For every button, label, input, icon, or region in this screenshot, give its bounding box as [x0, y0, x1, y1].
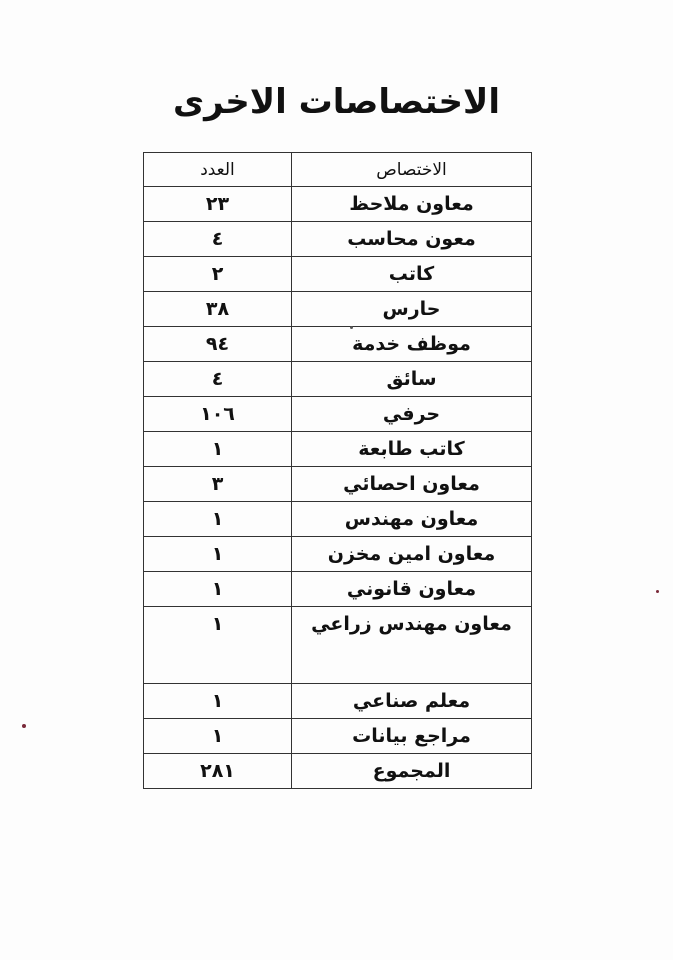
table-row — [144, 222, 532, 257]
ink-speck — [656, 590, 659, 593]
row-count: ١ — [144, 537, 292, 572]
row-count: ٤ — [144, 362, 292, 397]
row-count: ٣٨ — [144, 292, 292, 327]
total-label: المجموع — [292, 754, 532, 789]
row-count: ١ — [144, 719, 292, 754]
table-row — [144, 537, 532, 572]
table-row — [144, 292, 532, 327]
table-header-row — [144, 153, 532, 187]
row-count: ١ — [144, 502, 292, 537]
row-count: ١٠٦ — [144, 397, 292, 432]
table-row — [144, 397, 532, 432]
total-row — [144, 754, 532, 789]
row-specialty: حارس — [292, 292, 532, 327]
table-row — [144, 719, 532, 754]
row-specialty: معلم صناعي — [292, 684, 532, 719]
row-specialty: معاون احصائي — [292, 467, 532, 502]
row-specialty: موظف خدمة — [292, 327, 532, 362]
table-row — [144, 502, 532, 537]
table-row — [144, 327, 532, 362]
table-row — [144, 187, 532, 222]
row-specialty: معاون مهندس — [292, 502, 532, 537]
row-specialty: معاون قانوني — [292, 572, 532, 607]
header-count: العدد — [144, 153, 292, 187]
specialties-table — [143, 152, 532, 789]
row-specialty: مراجع بيانات — [292, 719, 532, 754]
row-specialty: معاون امين مخزن — [292, 537, 532, 572]
ink-speck — [22, 724, 26, 728]
row-count: ٢ — [144, 257, 292, 292]
row-count: ١ — [144, 572, 292, 607]
table-row — [144, 684, 532, 719]
table-row — [144, 467, 532, 502]
row-specialty: حرفي — [292, 397, 532, 432]
header-specialty: الاختصاص — [292, 153, 532, 187]
row-specialty: معون محاسب — [292, 222, 532, 257]
ink-speck — [350, 326, 353, 329]
table-row — [144, 362, 532, 397]
row-specialty: كاتب — [292, 257, 532, 292]
row-count: ١ — [144, 607, 292, 684]
row-specialty: كاتب طابعة — [292, 432, 532, 467]
row-specialty: معاون مهندس زراعي — [292, 607, 532, 684]
table-row — [144, 432, 532, 467]
row-specialty: معاون ملاحظ — [292, 187, 532, 222]
table-row — [144, 607, 532, 684]
page-title: الاختصاصات الاخرى — [172, 82, 501, 122]
row-specialty: سائق — [292, 362, 532, 397]
row-count: ٤ — [144, 222, 292, 257]
row-count: ١ — [144, 432, 292, 467]
row-count: ٢٣ — [144, 187, 292, 222]
table-row — [144, 572, 532, 607]
row-count: ١ — [144, 684, 292, 719]
table-row — [144, 257, 532, 292]
row-count: ٣ — [144, 467, 292, 502]
total-count: ٢٨١ — [144, 754, 292, 789]
row-count: ٩٤ — [144, 327, 292, 362]
